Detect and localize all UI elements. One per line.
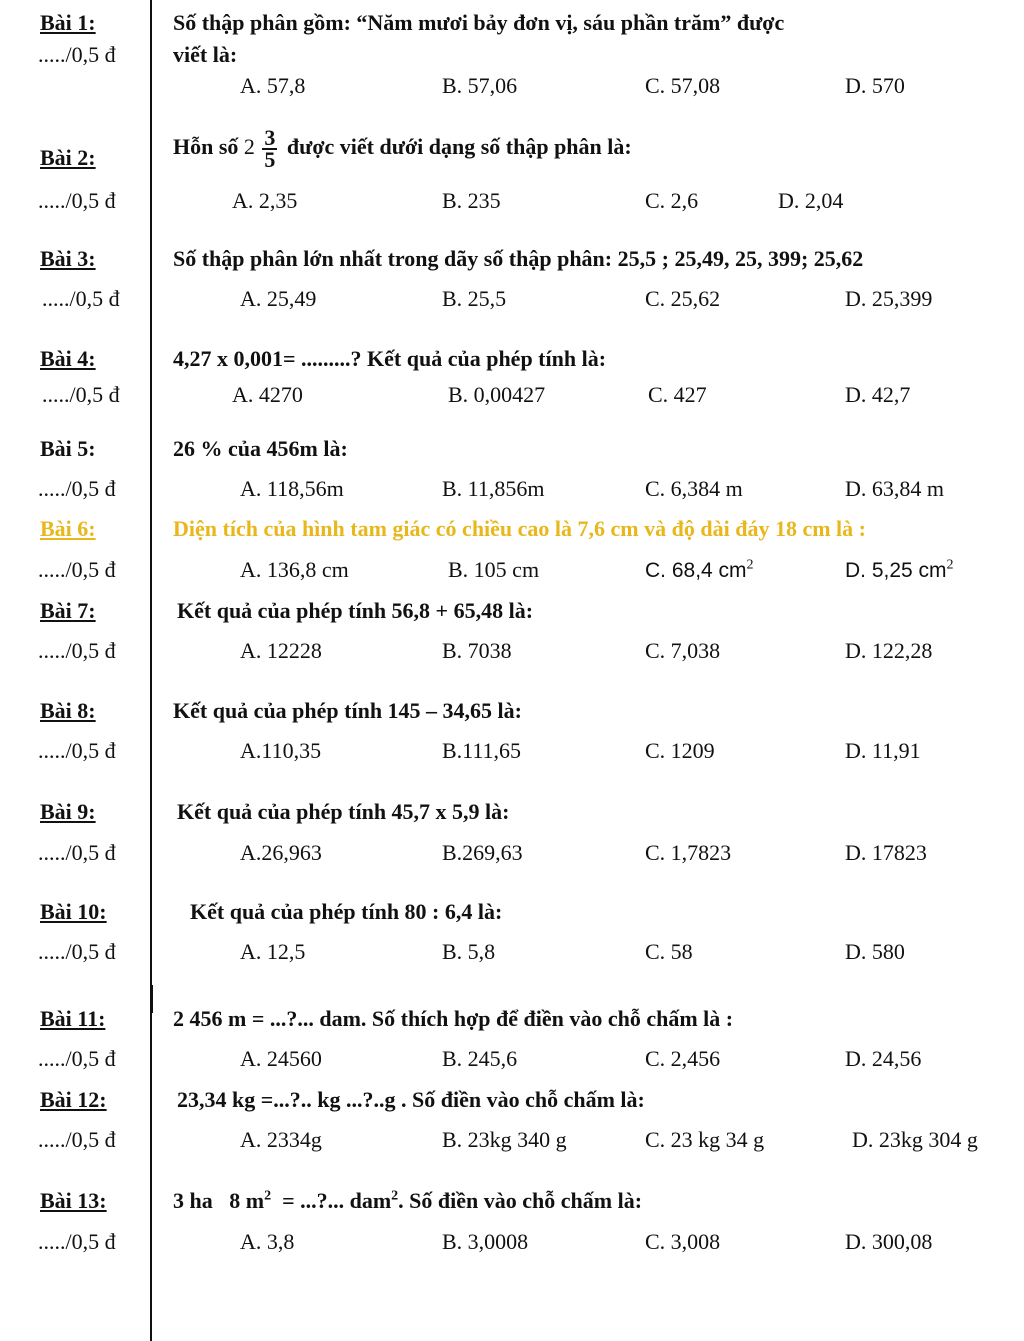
question-3-text: Số thập phân lớn nhất trong dãy số thập phân: 25,5 ; 25,49, 25, 399; 25,62 xyxy=(173,246,864,271)
question-6-text: Diện tích của hình tam giác có chiều cao là 7,6 cm và độ dài đáy 18 cm là : xyxy=(173,516,866,541)
question-13-label: Bài 13: xyxy=(40,1188,107,1213)
question-4-option-c[interactable]: C. 427 xyxy=(648,382,707,407)
question-12-option-c[interactable]: C. 23 kg 34 g xyxy=(645,1127,765,1152)
question-6-option-d-text: D. 5,25 cm xyxy=(845,559,947,582)
question-7-label: Bài 7: xyxy=(40,598,96,623)
question-1-option-d[interactable]: D. 570 xyxy=(845,73,905,98)
question-7-option-b[interactable]: B. 7038 xyxy=(442,638,512,663)
question-6-score: ...../0,5 đ xyxy=(38,557,116,582)
question-7-option-d[interactable]: D. 122,28 xyxy=(845,638,933,663)
question-6-option-a[interactable]: A. 136,8 cm xyxy=(240,557,349,582)
question-2-text xyxy=(173,125,632,172)
question-9-option-d[interactable]: D. 17823 xyxy=(845,840,927,865)
question-6-option-b[interactable]: B. 105 cm xyxy=(448,557,540,582)
question-2-label: Bài 2: xyxy=(40,145,96,170)
question-6-option-c-text: C. 68,4 cm xyxy=(645,559,747,582)
question-4-option-d[interactable]: D. 42,7 xyxy=(845,382,911,407)
question-8-option-a[interactable]: A.110,35 xyxy=(240,738,322,763)
question-11-option-c[interactable]: C. 2,456 xyxy=(645,1046,721,1071)
question-12-label: Bài 12: xyxy=(40,1087,107,1112)
question-10-option-b[interactable]: B. 5,8 xyxy=(442,939,496,964)
question-9-score: ...../0,5 đ xyxy=(38,840,116,865)
question-2-text-post: được viết dưới dạng số thập phân là: xyxy=(286,134,632,160)
question-13-text-pre: 3 ha 8 m xyxy=(173,1188,265,1213)
question-1-option-c[interactable]: C. 57,08 xyxy=(645,73,721,98)
question-13-option-d[interactable]: D. 300,08 xyxy=(845,1229,933,1254)
question-8-option-d[interactable]: D. 11,91 xyxy=(845,738,921,763)
question-9-option-c[interactable]: C. 1,7823 xyxy=(645,840,732,865)
question-4-score: ...../0,5 đ xyxy=(42,382,120,407)
question-12-option-a[interactable]: A. 2334g xyxy=(240,1127,322,1152)
question-12-text: 23,34 kg =...?.. kg ...?..g . Số điền vào chỗ chấm là: xyxy=(177,1087,645,1112)
question-5-text: 26 % của 456m là: xyxy=(173,436,348,461)
question-2-option-b[interactable]: B. 235 xyxy=(442,188,501,213)
question-9-text: Kết quả của phép tính 45,7 x 5,9 là: xyxy=(177,799,510,824)
question-5-option-d[interactable]: D. 63,84 m xyxy=(845,476,944,501)
question-5-option-c[interactable]: C. 6,384 m xyxy=(645,476,743,501)
column-divider-mark xyxy=(150,985,153,1013)
question-8-text: Kết quả của phép tính 145 – 34,65 là: xyxy=(173,698,522,723)
question-4-option-b[interactable]: B. 0,00427 xyxy=(448,382,546,407)
question-13-option-b[interactable]: B. 3,0008 xyxy=(442,1229,529,1254)
question-10-option-d[interactable]: D. 580 xyxy=(845,939,905,964)
question-13-score: ...../0,5 đ xyxy=(38,1229,116,1254)
question-10-option-c[interactable]: C. 58 xyxy=(645,939,693,964)
question-5-label: Bài 5: xyxy=(40,436,96,461)
question-7-option-c[interactable]: C. 7,038 xyxy=(645,638,721,663)
question-3-option-b[interactable]: B. 25,5 xyxy=(442,286,507,311)
question-12-option-d[interactable]: D. 23kg 304 g xyxy=(852,1127,978,1152)
column-divider xyxy=(150,0,152,1341)
question-8-option-c[interactable]: C. 1209 xyxy=(645,738,715,763)
question-7-option-a[interactable]: A. 12228 xyxy=(240,638,322,663)
question-3-option-a[interactable]: A. 25,49 xyxy=(240,286,317,311)
question-5-score: ...../0,5 đ xyxy=(38,476,116,501)
question-9-label: Bài 9: xyxy=(40,799,96,824)
question-2-fraction xyxy=(262,125,277,172)
question-12-option-b[interactable]: B. 23kg 340 g xyxy=(442,1127,567,1152)
question-1-option-b[interactable]: B. 57,06 xyxy=(442,73,518,98)
question-11-score: ...../0,5 đ xyxy=(38,1046,116,1071)
question-8-score: ...../0,5 đ xyxy=(38,738,116,763)
question-10-score: ...../0,5 đ xyxy=(38,939,116,964)
question-1-score: ...../0,5 đ xyxy=(38,42,116,67)
question-4-option-a[interactable]: A. 4270 xyxy=(232,382,303,407)
question-1-text-line2: viết là: xyxy=(173,42,238,67)
question-4-text: 4,27 x 0,001= .........? Kết quả của phép tính là: xyxy=(173,346,607,371)
question-11-label: Bài 11: xyxy=(40,1006,106,1031)
question-13-text-mid: = ...?... dam xyxy=(271,1188,392,1213)
question-7-score: ...../0,5 đ xyxy=(38,638,116,663)
question-2-option-d[interactable]: D. 2,04 xyxy=(778,188,844,213)
question-2-whole: 2 xyxy=(243,134,255,160)
question-1-option-a[interactable]: A. 57,8 xyxy=(240,73,306,98)
question-1-label: Bài 1: xyxy=(40,10,96,35)
question-2-denominator: 5 xyxy=(264,147,276,172)
question-2-text-pre: Hỗn số xyxy=(173,134,244,160)
question-13-text-post: . Số điền vào chỗ chấm là: xyxy=(398,1188,643,1213)
question-6-option-c[interactable] xyxy=(645,557,754,583)
question-8-option-b[interactable]: B.111,65 xyxy=(442,738,522,763)
question-5-option-b[interactable]: B. 11,856m xyxy=(442,476,545,501)
question-11-option-d[interactable]: D. 24,56 xyxy=(845,1046,922,1071)
question-6-option-c-sup: 2 xyxy=(746,557,754,573)
question-9-option-b[interactable]: B.269,63 xyxy=(442,840,523,865)
question-3-option-d[interactable]: D. 25,399 xyxy=(845,286,933,311)
question-2-numerator: 3 xyxy=(264,125,276,150)
question-12-score: ...../0,5 đ xyxy=(38,1127,116,1152)
question-2-option-c[interactable]: C. 2,6 xyxy=(645,188,699,213)
question-3-option-c[interactable]: C. 25,62 xyxy=(645,286,721,311)
question-5-option-a[interactable]: A. 118,56m xyxy=(240,476,344,501)
question-9-option-a[interactable]: A.26,963 xyxy=(240,840,322,865)
question-10-option-a[interactable]: A. 12,5 xyxy=(240,939,306,964)
question-13-option-c[interactable]: C. 3,008 xyxy=(645,1229,721,1254)
question-7-text: Kết quả của phép tính 56,8 + 65,48 là: xyxy=(177,598,534,623)
question-11-option-b[interactable]: B. 245,6 xyxy=(442,1046,518,1071)
question-1-text-line1: Số thập phân gồm: “Năm mươi bảy đơn vị, sáu phần trăm” được xyxy=(173,10,785,35)
question-13-sup-1: 2 xyxy=(264,1188,272,1204)
question-10-text: Kết quả của phép tính 80 : 6,4 là: xyxy=(190,899,503,924)
question-6-option-d-sup: 2 xyxy=(946,557,954,573)
question-11-text: 2 456 m = ...?... dam. Số thích hợp để điền vào chỗ chấm là : xyxy=(173,1006,734,1031)
question-10-label: Bài 10: xyxy=(40,899,107,924)
question-11-option-a[interactable]: A. 24560 xyxy=(240,1046,322,1071)
question-2-option-a[interactable]: A. 2,35 xyxy=(232,188,298,213)
question-13-text xyxy=(173,1188,642,1214)
question-6-option-d[interactable] xyxy=(845,557,954,583)
question-3-label: Bài 3: xyxy=(40,246,96,271)
question-4-label: Bài 4: xyxy=(40,346,96,371)
question-6-label: Bài 6: xyxy=(40,516,96,541)
question-3-score: ...../0,5 đ xyxy=(42,286,120,311)
question-2-score: ...../0,5 đ xyxy=(38,188,116,213)
question-13-option-a[interactable]: A. 3,8 xyxy=(240,1229,295,1254)
question-13-sup-2: 2 xyxy=(391,1188,399,1204)
question-8-label: Bài 8: xyxy=(40,698,96,723)
